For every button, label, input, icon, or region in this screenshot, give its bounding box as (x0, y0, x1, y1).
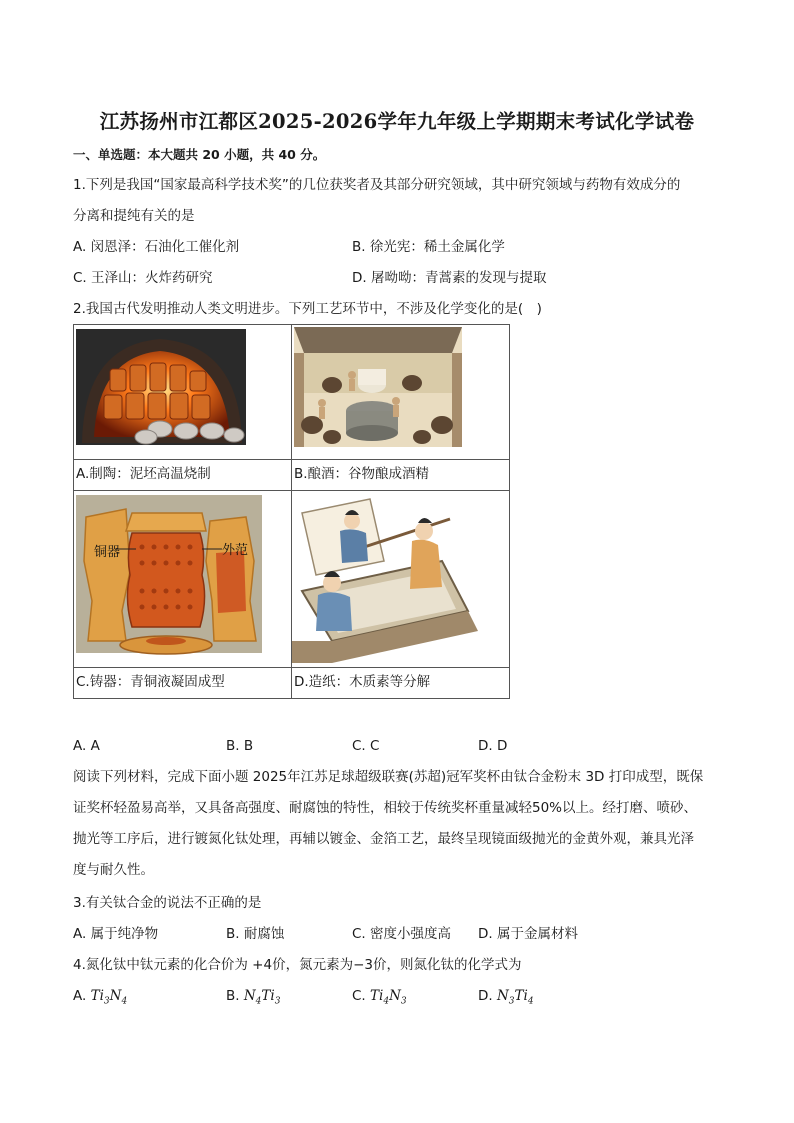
q4-option-b-sub2: 3 (274, 996, 281, 1007)
q3-stem: 3.有关钛合金的说法不正确的是 (73, 895, 262, 911)
q2-cell-a-image (74, 325, 292, 460)
reading-line-4: 度与耐久性。 (73, 862, 154, 878)
q4-option-b[interactable] (226, 986, 280, 1012)
pottery-kiln-image (74, 325, 291, 459)
reading-line-3: 抛光等工序后，进行镀氮化钛处理，再辅以镀金、金箔工艺，最终呈现镜面级抛光的金黄外观，兼具光泽 (73, 831, 694, 847)
reading-line-2: 证奖杯轻盈易高举，又具备高强度、耐腐蚀的特性，相较于传统奖杯重量减轻50%以上。经打磨、喷砂、 (73, 800, 698, 816)
outer-mould-label: 外范 (222, 543, 249, 558)
q4-option-a-label: A. (73, 988, 91, 1004)
q4-option-d-element1: N (496, 988, 509, 1004)
q2-image-table (73, 324, 510, 699)
q4-option-b-element2: Ti (261, 988, 275, 1004)
q4-option-c-sub2: 3 (400, 996, 407, 1007)
q1-option-a[interactable]: A. 闵恩泽：石油化工催化剂 (73, 239, 240, 255)
q2-option-a[interactable]: A. A (73, 738, 100, 754)
q4-option-d-sub1: 3 (508, 996, 515, 1007)
q3-option-b[interactable]: B. 耐腐蚀 (226, 926, 285, 942)
q4-option-d-element2: Ti (514, 988, 528, 1004)
q4-stem: 4.氮化钛中钛元素的化合价为 +4价，氮元素为−3价，则氮化钛的化学式为 (73, 957, 522, 973)
q3-option-d[interactable]: D. 属于金属材料 (478, 926, 578, 942)
q3-option-a[interactable]: A. 属于纯净物 (73, 926, 159, 942)
q1-option-d[interactable]: D. 屠呦呦：青蒿素的发现与提取 (352, 270, 547, 286)
q2-option-b[interactable]: B. B (226, 738, 254, 754)
q2-caption-d: D.造纸：木质素等分解 (294, 674, 431, 690)
section-heading: 一、单选题：本大题共 20 小题，共 40 分。 (73, 147, 326, 162)
q2-caption-c: C.铸器：青铜液凝固成型 (76, 674, 225, 690)
q2-cell-d-image (292, 491, 510, 668)
q4-option-d-sub2: 4 (527, 996, 534, 1007)
q1-stem-line2: 分离和提纯有关的是 (73, 208, 195, 224)
q4-option-d[interactable] (478, 986, 534, 1012)
q2-caption-b: B.酿酒：谷物酿成酒精 (294, 466, 430, 482)
bronze-label: 铜器 (94, 545, 121, 560)
q4-option-a[interactable] (73, 986, 127, 1012)
q4-option-b-label: B. (226, 988, 244, 1004)
q4-option-d-label: D. (478, 988, 497, 1004)
q4-option-b-sub1: 4 (255, 996, 262, 1007)
q4-option-c-element2: N (389, 988, 401, 1004)
exam-title: 江苏扬州市江都区2025-2026学年九年级上学期期末考试化学试卷 (99, 110, 695, 133)
q4-option-a-element2: N (109, 988, 122, 1004)
q2-cell-c-image (74, 491, 292, 668)
q3-option-c[interactable]: C. 密度小强度高 (352, 926, 452, 942)
q4-option-a-sub2: 4 (121, 996, 128, 1007)
bronze-casting-image (74, 491, 291, 667)
q1-option-b[interactable]: B. 徐光宪：稀土金属化学 (352, 239, 505, 255)
q4-option-c[interactable] (352, 986, 407, 1012)
q4-option-b-element1: N (243, 988, 256, 1004)
q1-option-c[interactable]: C. 王泽山：火炸药研究 (73, 270, 213, 286)
q2-option-d[interactable]: D. D (478, 738, 508, 754)
q2-cell-b-image (292, 325, 510, 460)
q4-option-c-sub1: 4 (383, 996, 390, 1007)
q2-caption-a: A.制陶：泥坯高温烧制 (76, 466, 211, 482)
q4-option-c-label: C. (352, 988, 371, 1004)
q4-option-a-element1: Ti (90, 988, 104, 1004)
q2-option-c[interactable]: C. C (352, 738, 380, 754)
q4-option-a-sub1: 3 (103, 996, 110, 1007)
q1-stem-line1: 1.下列是我国“国家最高科学技术奖”的几位获奖者及其部分研究领域，其中研究领域与药物有效成分的 (73, 177, 681, 193)
q4-option-c-element1: Ti (370, 988, 384, 1004)
wine-brewing-image (292, 325, 509, 459)
papermaking-image (292, 491, 509, 667)
q2-stem: 2.我国古代发明推动人类文明进步。下列工艺环节中，不涉及化学变化的是( ) (73, 301, 542, 317)
reading-line-1: 阅读下列材料，完成下面小题 2025年江苏足球超级联赛(苏超)冠军奖杯由钛合金粉末 3D 打印成型，既保 (73, 769, 704, 785)
